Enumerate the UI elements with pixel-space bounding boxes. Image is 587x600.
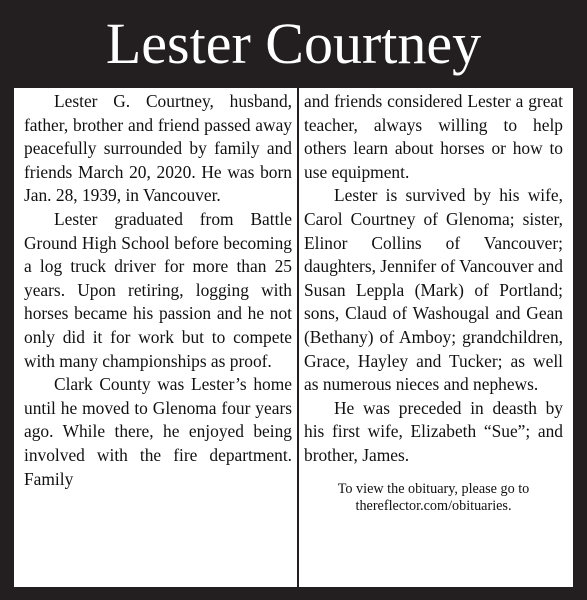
column-divider	[297, 88, 299, 587]
right-column	[304, 90, 563, 515]
paragraph: Lester is survived by his wife, Carol Courtney of Glenoma; sister, Elinor Collins of Vancouver; daughters, Jennifer of Vancouver and Susan Leppla (Mark) of Portland; sons, Claud of Washougal and Gean (Bethany) of Amboy; grandchildren, Grace, Hayley and Tucker; as well as numerous nieces and nephews.	[304, 185, 563, 395]
paragraph: Lester G. Courtney, husband, father, brother and friend passed away peacefully surrounded by family and friends March 20, 2020. He was born Jan. 28, 1939, in Vancouver.	[24, 91, 292, 206]
footer-note-url: thereflector.com/obituaries.	[355, 497, 512, 514]
paragraph: He was preceded in deasth by his first wife, Elizabeth “Sue”; and brother, James.	[304, 397, 563, 465]
paragraph: Clark County was Lester’s home until he moved to Glenoma four years ago. While there, he enjoyed being involved with the fire department. Family	[24, 374, 292, 489]
footer-note-line: To view the obituary, please go to	[337, 480, 530, 497]
paragraph: and friends considered Lester a great teacher, always willing to help others learn about horses or how to use equipment.	[304, 91, 563, 182]
obituary-body	[14, 88, 573, 587]
paragraph: Lester graduated from Battle Ground High School before becoming a log truck driver for more than 25 years. Upon retiring, logging with horses became his passion and he not only did it for work but to compete with many championships as proof.	[24, 208, 292, 371]
footer-note	[304, 481, 563, 515]
page-title: Lester Courtney	[105, 11, 482, 76]
left-column	[24, 90, 292, 491]
